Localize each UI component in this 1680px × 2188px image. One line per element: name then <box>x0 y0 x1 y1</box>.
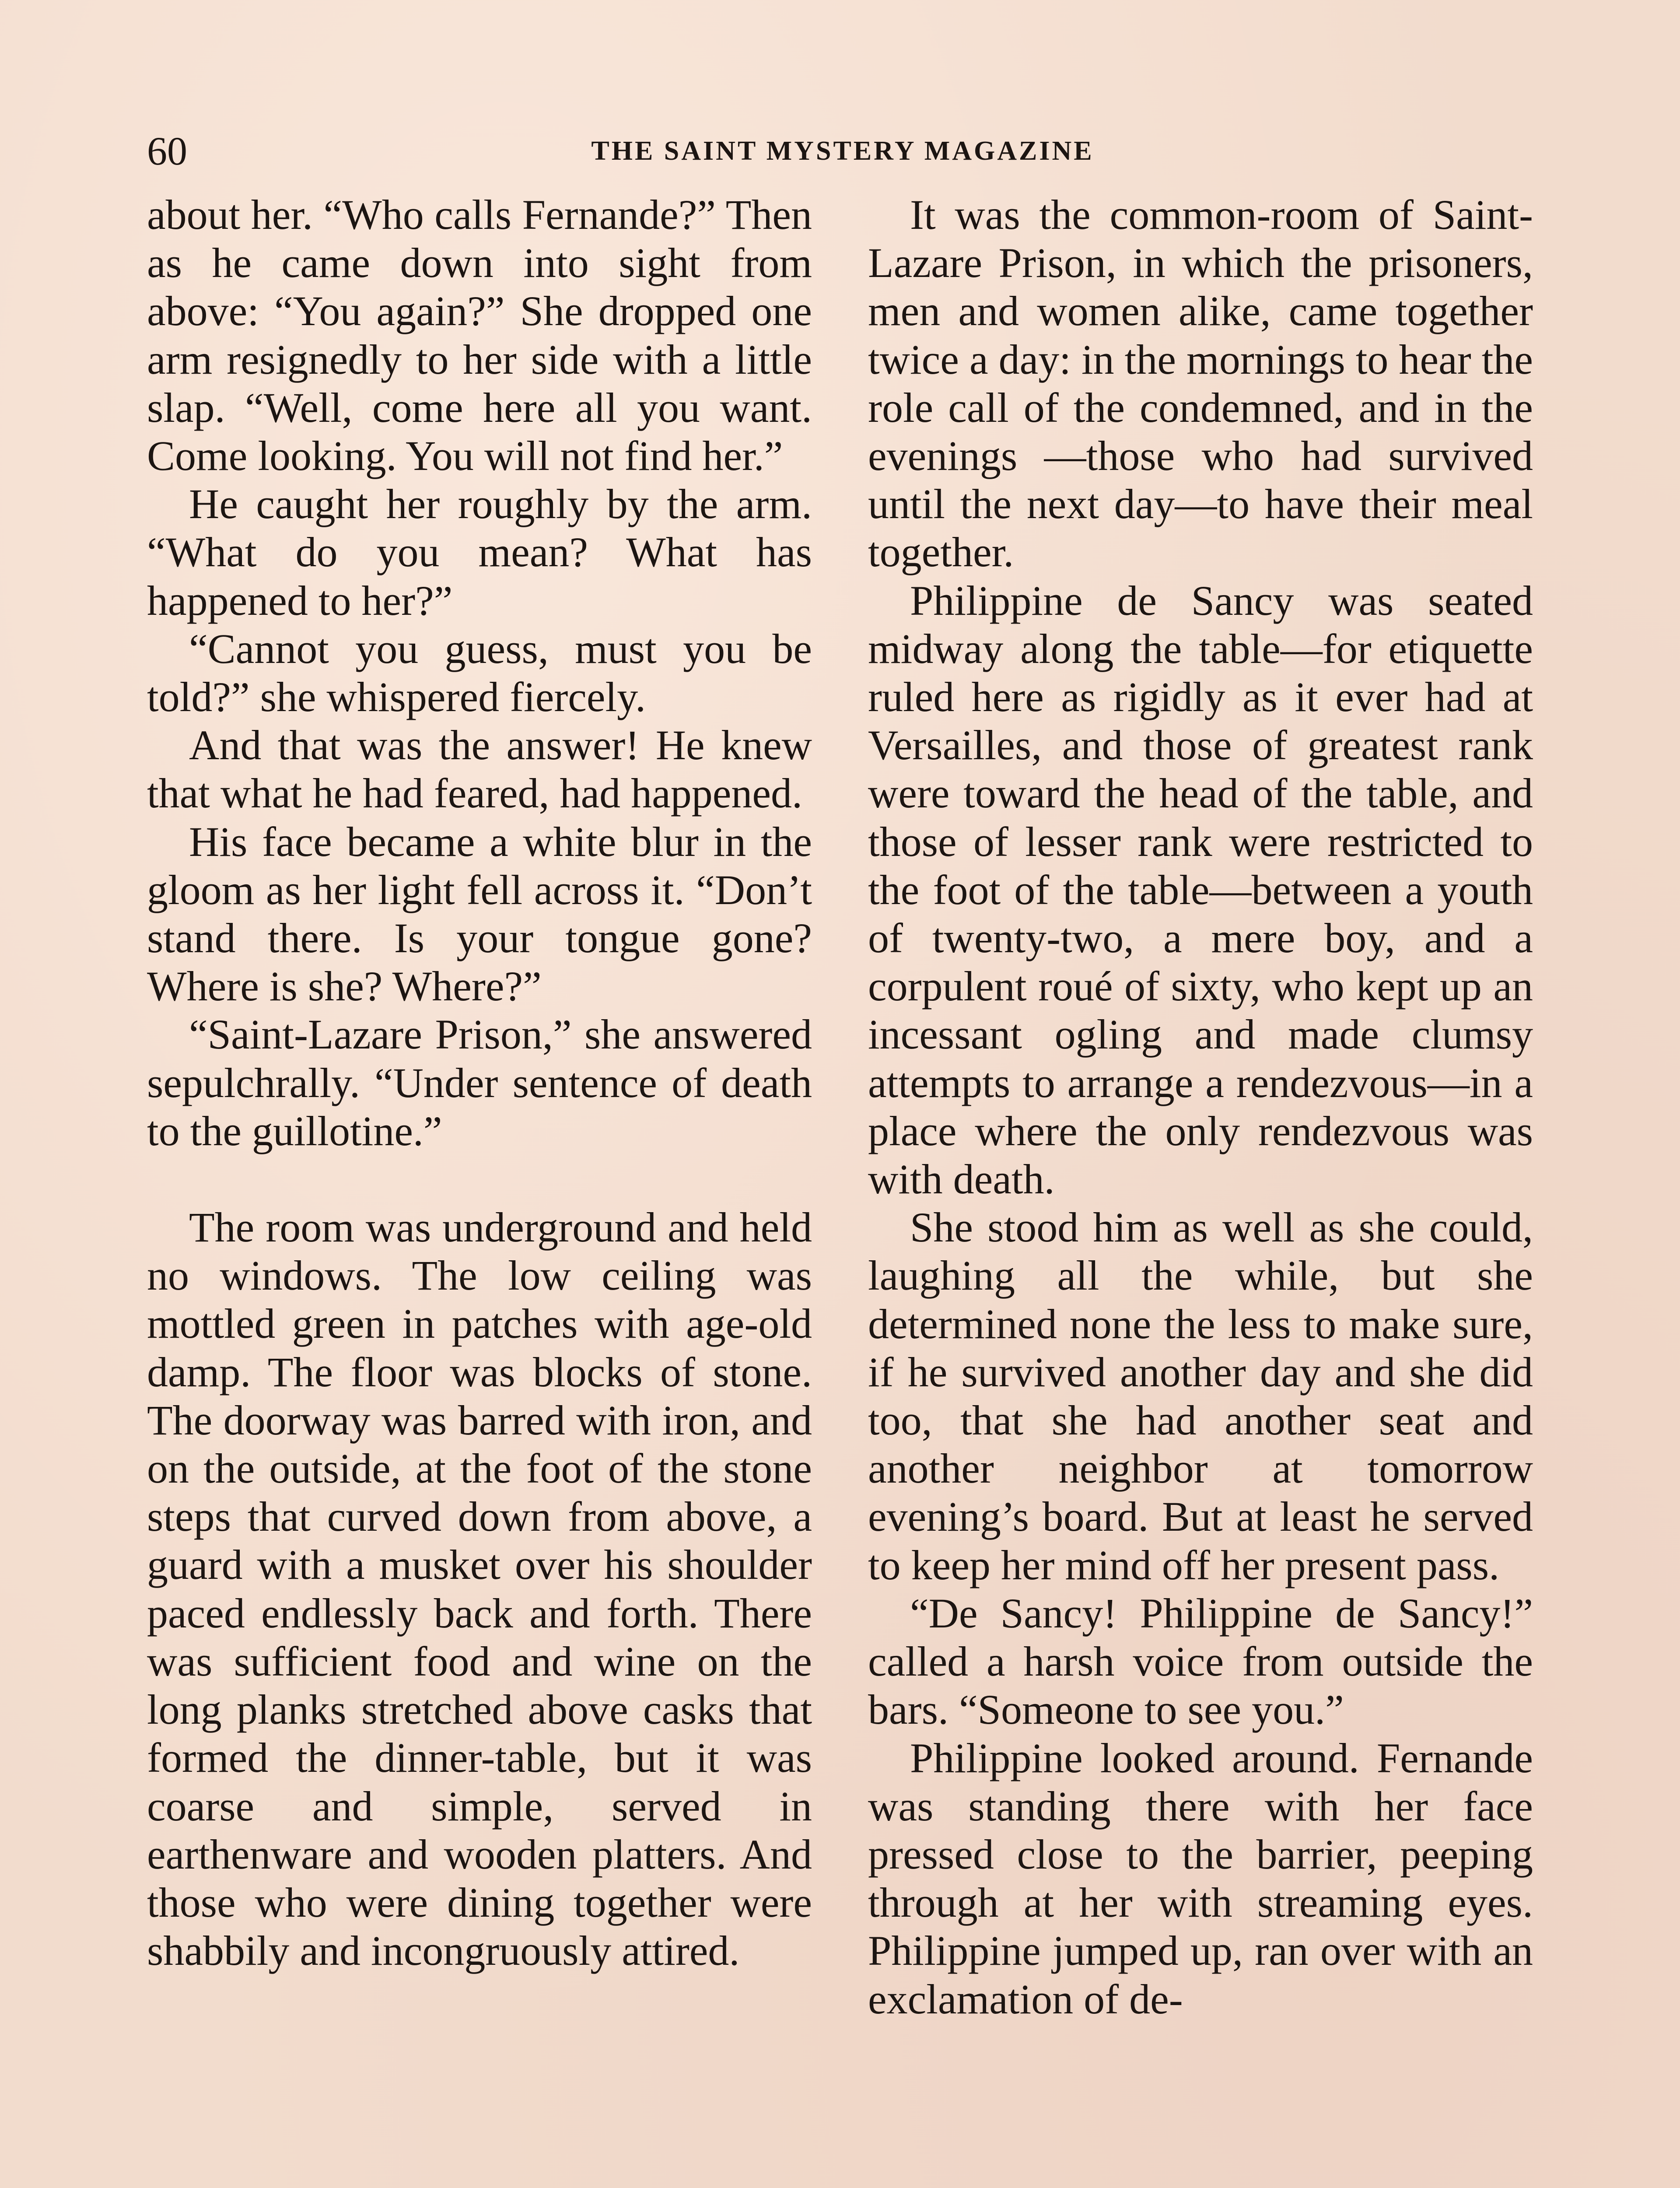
page-header <box>147 127 1538 175</box>
page-number: 60 <box>147 129 187 173</box>
paragraph: Philippine de Sancy was seated midway along the table—for etiquette ruled here as rigidly as it ever had at Versailles, and those of greatest rank were toward the head of the table, and those of lesser rank were restricted to the foot of the table—between a youth of twenty-two, a mere boy, and a corpulent roué of sixty, who kept up an incessant ogling and made clumsy attempts to arrange a rendezvous—in a place where the only rendezvous was with death. <box>868 577 1533 1203</box>
left-column <box>147 191 812 2188</box>
paragraph: about her. “Who calls Fernande?” Then as he came down into sight from above: “You again?” She dropped one arm resignedly to her side with a little slap. “Well, come here all you want. Come looking. You will not find her.” <box>147 191 812 480</box>
paragraph: Philippine looked around. Fernande was standing there with her face pressed close to the barrier, peeping through at her with streaming eyes. Philippine jumped up, ran over with an exclamation of de- <box>868 1734 1533 2023</box>
paragraph: And that was the answer! He knew that what he had feared, had happened. <box>147 722 812 817</box>
running-head: THE SAINT MYSTERY MAGAZINE <box>591 136 1094 166</box>
paragraph: She stood him as well as she could, laughing all the while, but she determined none the less to make sure, if he survived another day and she did too, that she had another seat and another neighbor at tomorrow evening’s board. But at least he served to keep her mind off her present pass. <box>868 1204 1533 1588</box>
paragraph: He caught her roughly by the arm. “What do you mean? What has happened to her?” <box>147 480 812 624</box>
paragraph: It was the common-room of Saint-Lazare Prison, in which the prisoners, men and women alike, came together twice a day: in the mornings to hear the role call of the condemned, and in the evenings —those who had survived until the next day—to have their meal together. <box>868 191 1533 576</box>
paragraph: His face became a white blur in the gloom as her light fell across it. “Don’t stand there. Is your tongue gone? Where is she? Where?” <box>147 818 812 1010</box>
paragraph: “Saint-Lazare Prison,” she answered sepulchrally. “Under sentence of death to the guillotine.” <box>147 1011 812 1154</box>
paragraph: The room was underground and held no windows. The low ceiling was mottled green in patches with age-old damp. The floor was blocks of stone. The doorway was barred with iron, and on the outside, at the foot of the stone steps that curved down from above, a guard with a musket over his shoulder paced endlessly back and forth. There was sufficient food and wine on the long planks stretched above casks that formed the dinner-table, but it was coarse and simple, served in earthenware and wooden platters. And those who were dining together were shabbily and incongruously attired. <box>147 1204 812 1974</box>
paragraph: “Cannot you guess, must you be told?” she whispered fiercely. <box>147 625 812 721</box>
right-column <box>868 191 1533 2188</box>
paragraph: “De Sancy! Philippine de Sancy!” called a harsh voice from outside the bars. “Someone to see you.” <box>868 1589 1533 1733</box>
